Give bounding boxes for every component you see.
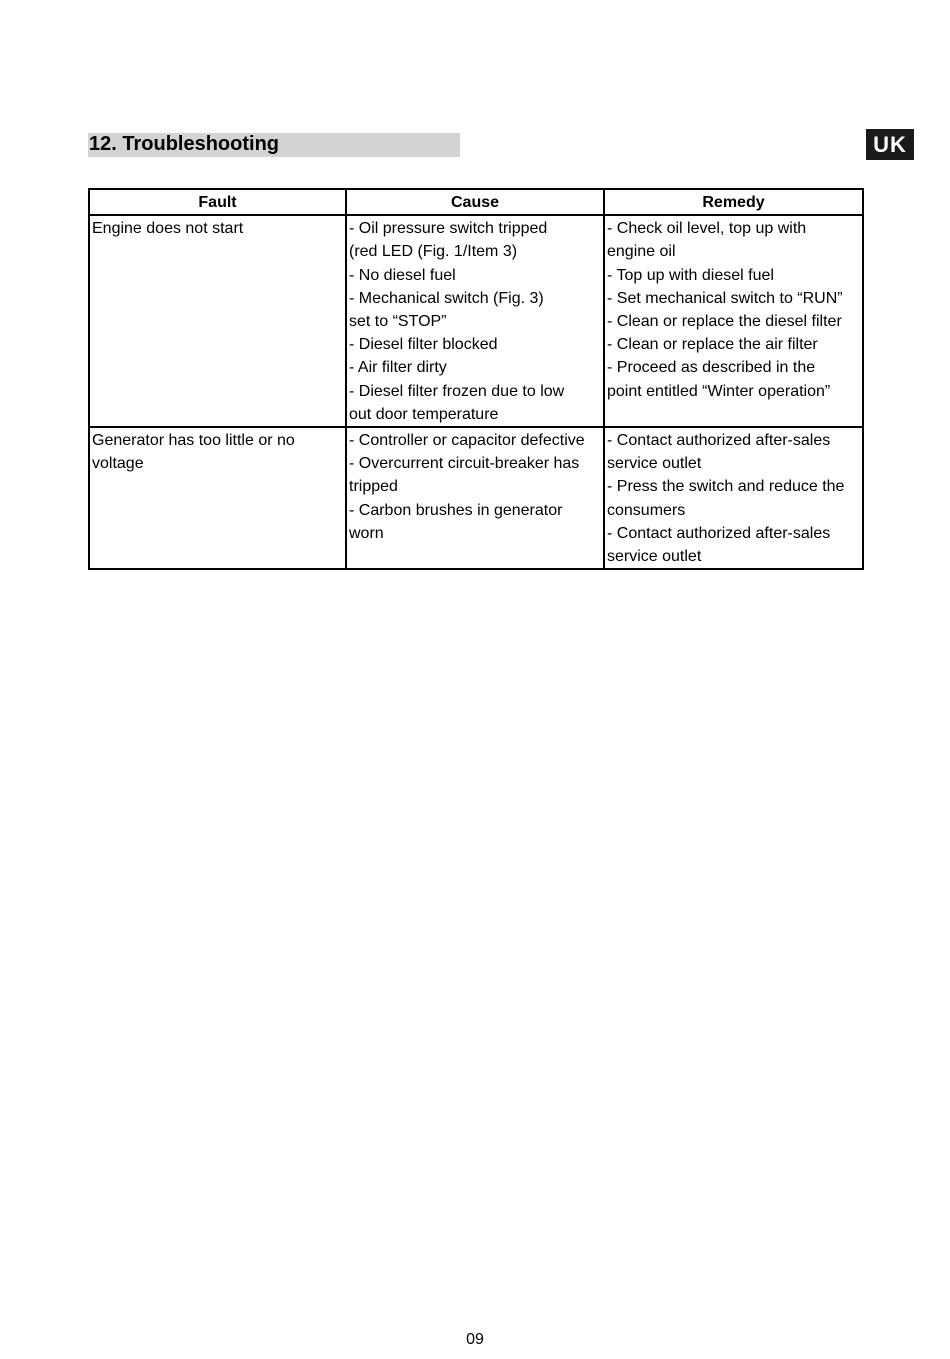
- fault-cell: [89, 427, 346, 569]
- remedy-line: consumers: [607, 501, 686, 519]
- cause-line: - Controller or capacitor defective: [349, 432, 585, 450]
- page-number: 09: [466, 1331, 484, 1348]
- section-header: [88, 133, 460, 157]
- remedy-line: - Proceed as described in the: [607, 359, 816, 377]
- cause-line: - No diesel fuel: [349, 266, 456, 284]
- fault-line: Engine does not start: [92, 220, 244, 238]
- column-header-remedy: Remedy: [604, 189, 863, 215]
- remedy-cell: [604, 215, 863, 427]
- cause-line: out door temperature: [349, 405, 499, 423]
- fault-cell: [89, 215, 346, 427]
- cause-line: (red LED (Fig. 1/Item 3): [349, 243, 518, 261]
- table-header-row: [89, 189, 863, 215]
- cause-line: set to “STOP”: [349, 313, 447, 331]
- cause-line: worn: [349, 524, 384, 542]
- remedy-line: - Set mechanical switch to “RUN”: [607, 289, 843, 307]
- remedy-line: - Clean or replace the diesel filter: [607, 313, 842, 331]
- troubleshooting-table: [88, 188, 864, 570]
- remedy-line: - Clean or replace the air filter: [607, 336, 818, 354]
- column-header-fault: Fault: [89, 189, 346, 215]
- cause-line: - Overcurrent circuit-breaker has: [349, 455, 580, 473]
- section-title: 12. Troubleshooting: [89, 133, 280, 155]
- remedy-line: service outlet: [607, 548, 702, 566]
- cause-cell: [346, 427, 604, 569]
- remedy-cell: [604, 427, 863, 569]
- cause-line: - Mechanical switch (Fig. 3): [349, 289, 544, 307]
- remedy-line: point entitled “Winter operation”: [607, 382, 831, 400]
- cause-line: - Air filter dirty: [349, 359, 447, 377]
- fault-line: voltage: [92, 455, 144, 473]
- column-header-cause: Cause: [346, 189, 604, 215]
- remedy-line: - Contact authorized after-sales: [607, 524, 831, 542]
- cause-line: - Diesel filter blocked: [349, 336, 498, 354]
- cause-line: - Oil pressure switch tripped: [349, 220, 548, 238]
- remedy-line: - Top up with diesel fuel: [607, 266, 774, 284]
- cause-line: tripped: [349, 478, 398, 496]
- fault-line: Generator has too little or no: [92, 432, 295, 450]
- remedy-line: engine oil: [607, 243, 676, 261]
- table-row: [89, 215, 863, 427]
- remedy-line: - Press the switch and reduce the: [607, 478, 845, 496]
- remedy-line: - Contact authorized after-sales: [607, 432, 831, 450]
- language-badge: UK: [866, 129, 914, 160]
- table-row: [89, 427, 863, 569]
- remedy-line: - Check oil level, top up with: [607, 220, 807, 238]
- cause-line: - Diesel filter frozen due to low: [349, 382, 565, 400]
- cause-line: - Carbon brushes in generator: [349, 501, 563, 519]
- cause-cell: [346, 215, 604, 427]
- remedy-line: service outlet: [607, 455, 702, 473]
